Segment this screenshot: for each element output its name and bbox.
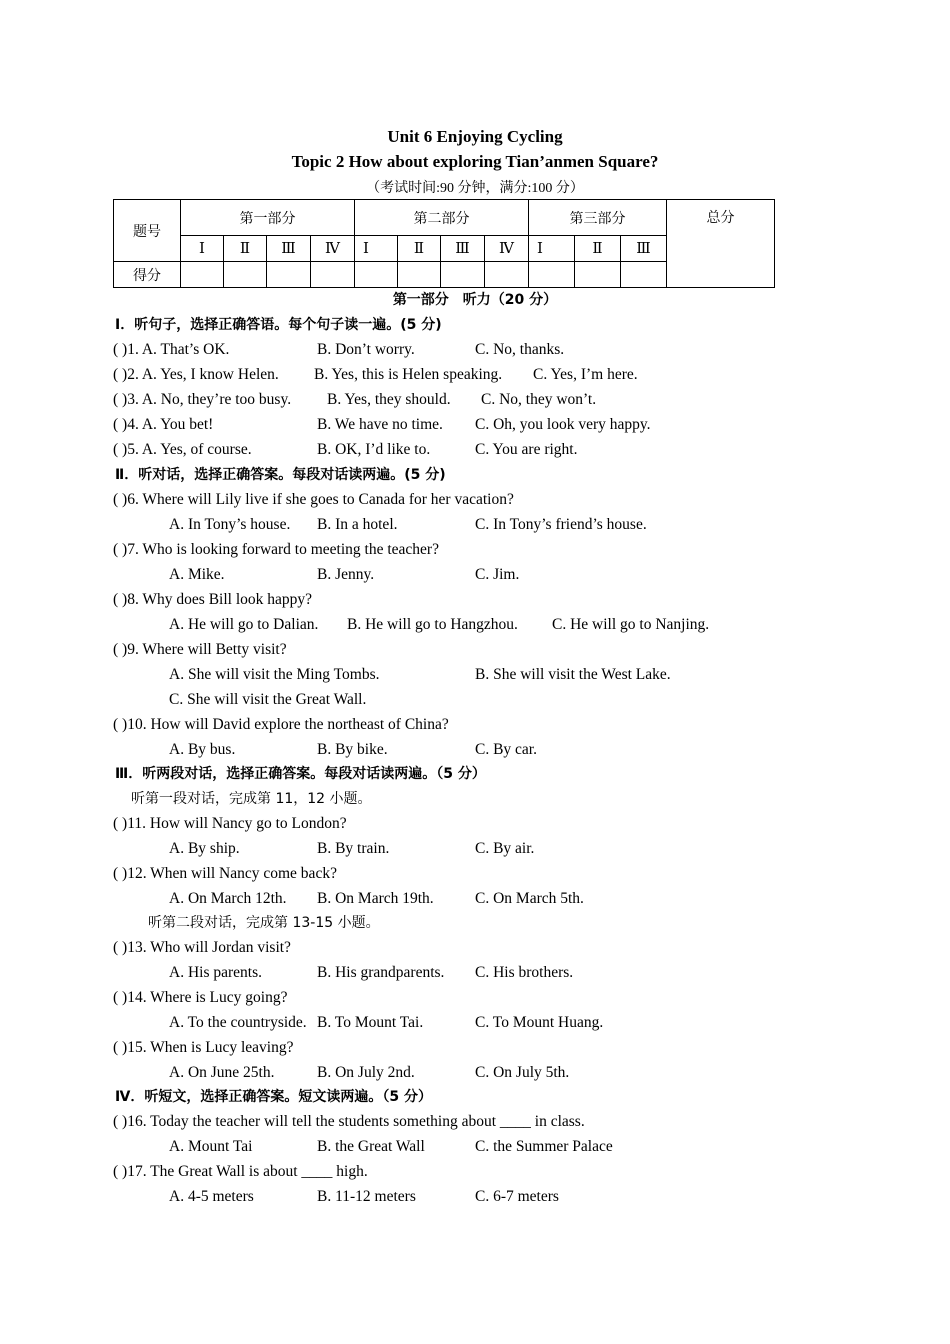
- option-b: B. 11-12 meters: [317, 1188, 416, 1205]
- score-table-part2: 第二部分: [355, 200, 529, 236]
- question: ( )10. How will David explore the northeast of China?: [113, 716, 449, 733]
- option-a: A. His parents.: [169, 964, 262, 981]
- option-b: B. On March 19th.: [317, 890, 434, 907]
- score-cell[interactable]: [311, 262, 355, 288]
- score-table-sub: Ⅱ: [224, 236, 267, 262]
- option-c: C. By air.: [475, 840, 535, 857]
- question: ( )3. A. No, they’re too busy.: [113, 391, 292, 408]
- question: ( )7. Who is looking forward to meeting the teacher?: [113, 541, 439, 558]
- score-cell[interactable]: [575, 262, 621, 288]
- option-b: B. Jenny.: [317, 566, 375, 583]
- option-c: C. His brothers.: [475, 964, 574, 981]
- score-table-sub: Ⅰ: [355, 236, 398, 262]
- question: ( )8. Why does Bill look happy?: [113, 591, 313, 608]
- score-table-sub: Ⅱ: [398, 236, 441, 262]
- option-b: B. We have no time.: [317, 416, 443, 433]
- option-b: B. In a hotel.: [317, 516, 398, 533]
- option-a: A. By bus.: [169, 741, 236, 758]
- option-b: B. Yes, this is Helen speaking.: [314, 366, 503, 383]
- option-c: C. Yes, I’m here.: [533, 366, 638, 383]
- question: ( )17. The Great Wall is about ____ high.: [113, 1163, 368, 1180]
- option-c: C. 6-7 meters: [475, 1188, 559, 1205]
- option-c: C. You are right.: [475, 441, 578, 458]
- option-a: A. On March 12th.: [169, 890, 287, 907]
- score-cell[interactable]: [485, 262, 529, 288]
- option-c: C. No, they won’t.: [481, 391, 597, 408]
- question: ( )16. Today the teacher will tell the students something about ____ in class.: [113, 1113, 585, 1130]
- option-a: A. 4-5 meters: [169, 1188, 254, 1205]
- option-c: C. In Tony’s friend’s house.: [475, 516, 647, 533]
- page-subtitle: Topic 2 How about exploring Tian’anmen Square?: [291, 152, 659, 171]
- question: ( )6. Where will Lily live if she goes to Canada for her vacation?: [113, 491, 514, 508]
- score-cell[interactable]: [441, 262, 485, 288]
- score-table-sub: Ⅱ: [575, 236, 621, 262]
- question: ( )2. A. Yes, I know Helen.: [113, 366, 279, 383]
- score-table: [113, 199, 775, 288]
- option-a: A. In Tony’s house.: [169, 516, 291, 533]
- option-b: B. Yes, they should.: [327, 391, 451, 408]
- score-cell[interactable]: [398, 262, 441, 288]
- question: ( )1. A. That’s OK.: [113, 341, 230, 358]
- option-c: C. She will visit the Great Wall.: [169, 691, 367, 708]
- option-a: A. She will visit the Ming Tombs.: [169, 666, 380, 683]
- score-table-total: 总分: [667, 200, 775, 288]
- score-table-row-label: 题号: [114, 200, 181, 262]
- option-a: A. On June 25th.: [169, 1064, 275, 1081]
- option-c: C. No, thanks.: [475, 341, 565, 358]
- option-c: C. Oh, you look very happy.: [475, 416, 651, 433]
- score-cell[interactable]: [355, 262, 398, 288]
- score-table-sub: Ⅳ: [485, 236, 529, 262]
- option-c: C. Jim.: [475, 566, 520, 583]
- question: ( )9. Where will Betty visit?: [113, 641, 287, 658]
- option-b: B. His grandparents.: [317, 964, 445, 981]
- score-table-row-label: 得分: [114, 262, 181, 288]
- option-a: A. Mount Tai: [169, 1138, 253, 1155]
- score-cell[interactable]: [267, 262, 311, 288]
- option-b: B. To Mount Tai.: [317, 1014, 424, 1031]
- question: ( )11. How will Nancy go to London?: [113, 815, 347, 832]
- score-table-part1: 第一部分: [181, 200, 355, 236]
- section-heading: Ⅲ．听两段对话，选择正确答案。每段对话读两遍。（5 分）: [115, 766, 486, 782]
- question: ( )15. When is Lucy leaving?: [113, 1039, 294, 1056]
- score-table-sub: Ⅲ: [441, 236, 485, 262]
- option-b: B. By bike.: [317, 741, 388, 758]
- score-table-part3: 第三部分: [529, 200, 667, 236]
- score-table-sub: Ⅲ: [267, 236, 311, 262]
- section-heading: Ⅱ．听对话，选择正确答案。每段对话读两遍。(5 分): [115, 467, 446, 483]
- question: ( )13. Who will Jordan visit?: [113, 939, 291, 956]
- option-c: C. To Mount Huang.: [475, 1014, 604, 1031]
- option-b: B. the Great Wall: [317, 1138, 425, 1155]
- option-b: B. By train.: [317, 840, 390, 857]
- section-note: 听第一段对话，完成第 11，12 小题。: [131, 791, 372, 807]
- score-table-sub: Ⅰ: [181, 236, 224, 262]
- section-note: 听第二段对话，完成第 13-15 小题。: [148, 915, 380, 931]
- question: ( )12. When will Nancy come back?: [113, 865, 337, 882]
- option-b: B. Don’t worry.: [317, 341, 415, 358]
- score-cell[interactable]: [621, 262, 667, 288]
- option-c: C. He will go to Nanjing.: [552, 616, 710, 633]
- option-a: A. To the countryside.: [169, 1014, 307, 1031]
- question: ( )14. Where is Lucy going?: [113, 989, 288, 1006]
- section-heading: Ⅳ．听短文，选择正确答案。短文读两遍。（5 分）: [115, 1089, 432, 1105]
- option-a: A. Mike.: [169, 566, 225, 583]
- option-c: C. On March 5th.: [475, 890, 584, 907]
- time-note: （考试时间:90 分钟，满分:100 分）: [366, 181, 584, 196]
- section-heading: Ⅰ．听句子，选择正确答语。每个句子读一遍。(5 分): [115, 317, 442, 333]
- score-cell[interactable]: [181, 262, 224, 288]
- page-title: Unit 6 Enjoying Cycling: [387, 127, 563, 146]
- question: ( )4. A. You bet!: [113, 416, 214, 433]
- score-table-sub: Ⅲ: [621, 236, 667, 262]
- option-c: C. the Summer Palace: [475, 1138, 613, 1155]
- score-cell[interactable]: [224, 262, 267, 288]
- option-b: B. She will visit the West Lake.: [475, 666, 671, 683]
- score-cell[interactable]: [529, 262, 575, 288]
- part1-title: 第一部分 听力（20 分）: [392, 292, 558, 308]
- option-b: B. On July 2nd.: [317, 1064, 415, 1081]
- option-c: C. On July 5th.: [475, 1064, 570, 1081]
- option-a: A. He will go to Dalian.: [169, 616, 319, 633]
- option-b: B. OK, I’d like to.: [317, 441, 431, 458]
- score-table-sub: Ⅳ: [311, 236, 355, 262]
- option-b: B. He will go to Hangzhou.: [347, 616, 518, 633]
- score-table-sub: Ⅰ: [529, 236, 575, 262]
- option-a: A. By ship.: [169, 840, 240, 857]
- option-c: C. By car.: [475, 741, 537, 758]
- question: ( )5. A. Yes, of course.: [113, 441, 252, 458]
